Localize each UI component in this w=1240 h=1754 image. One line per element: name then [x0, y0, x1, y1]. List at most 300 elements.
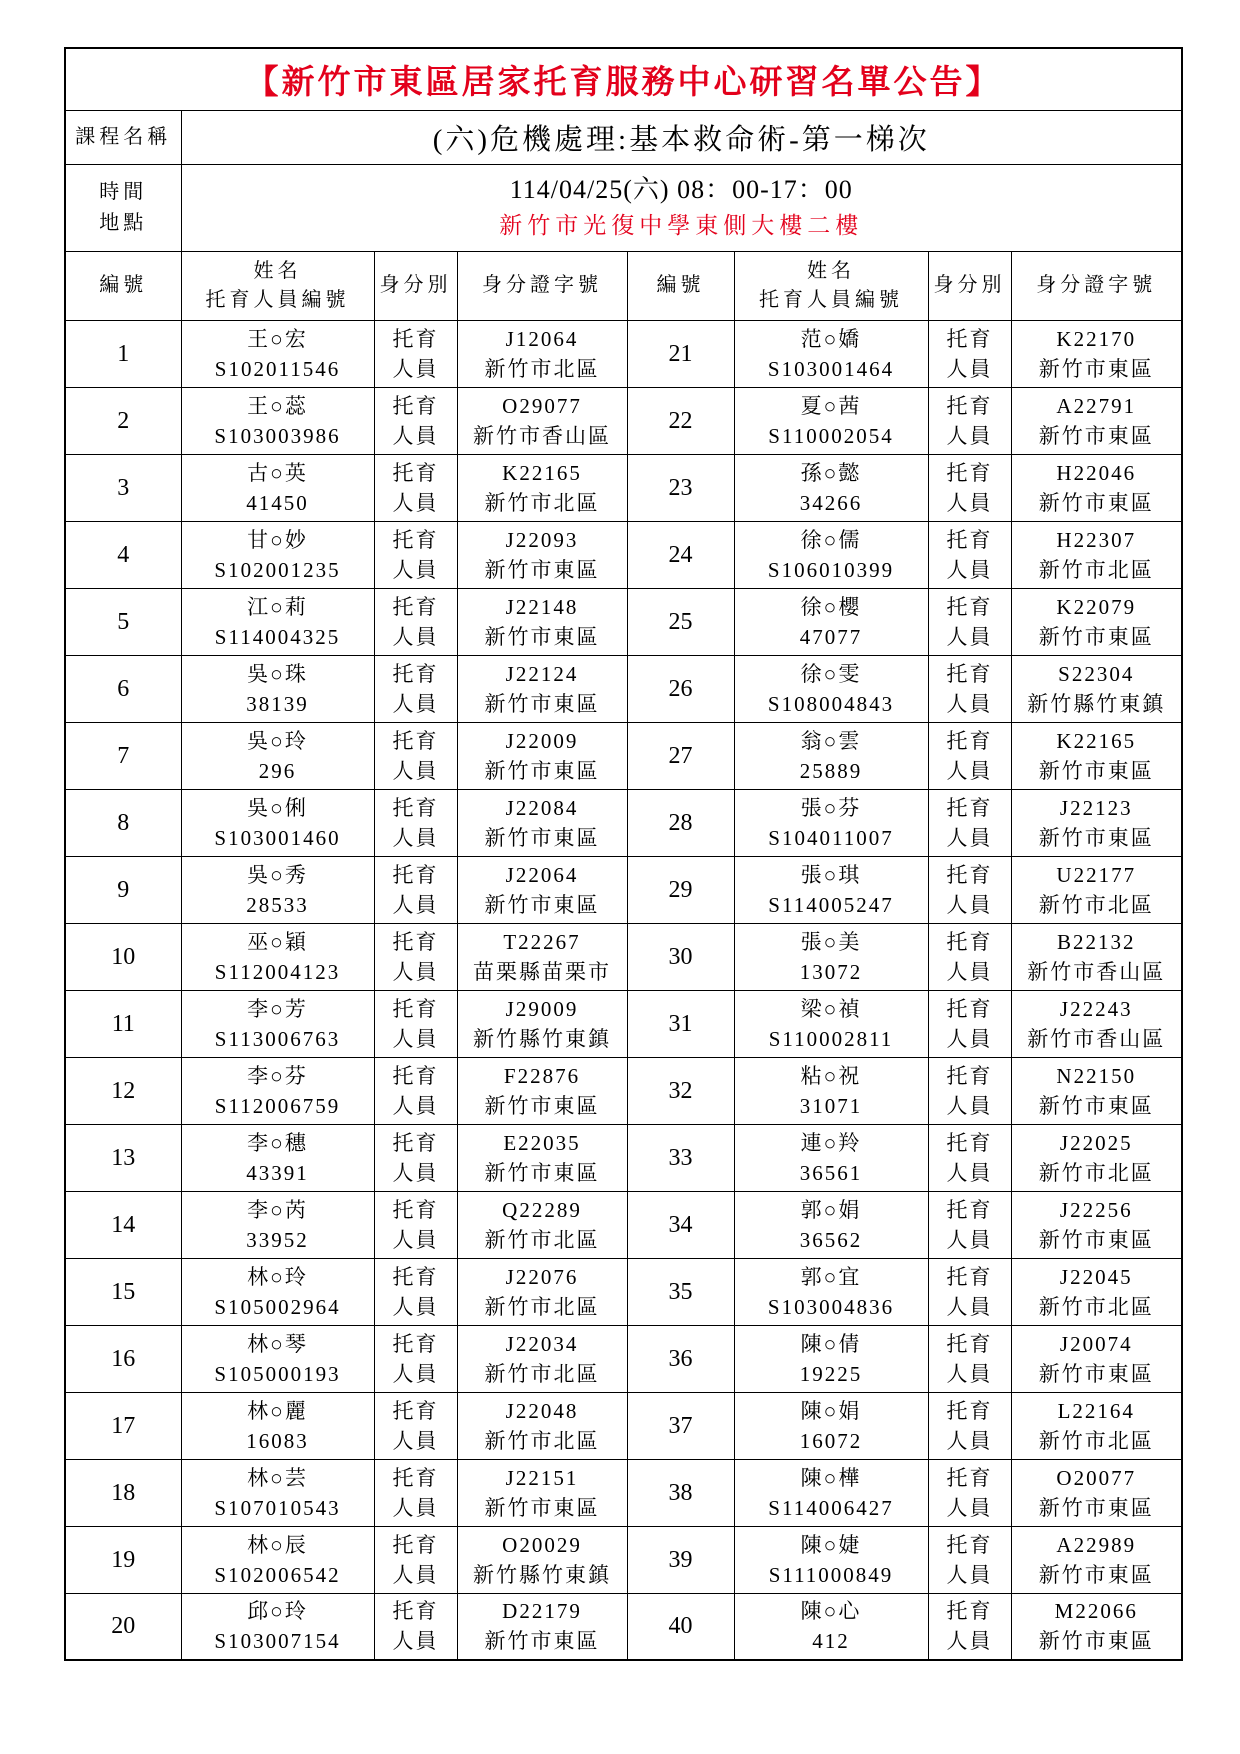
participant-name-cell [734, 454, 928, 521]
title-row [65, 48, 1182, 110]
role-line: 人員 [392, 1093, 439, 1118]
participant-name-cell [734, 320, 928, 387]
id-code: F22876 [503, 1063, 581, 1088]
participant-number: 9 [117, 876, 130, 903]
district: 新竹市東區 [484, 557, 600, 582]
district: 新竹市東區 [484, 758, 600, 783]
staff-number: S107010543 [214, 1495, 341, 1520]
participant-id-cell [1011, 588, 1182, 655]
table-row [65, 1459, 1182, 1526]
participant-id-cell [457, 1191, 627, 1258]
participant-name: 陳○娟 [800, 1398, 862, 1423]
participant-number: 19 [111, 1546, 136, 1573]
role-line: 托育 [392, 862, 439, 887]
district: 新竹市東區 [484, 1160, 600, 1185]
role-line: 托育 [946, 1264, 993, 1289]
participant-id-cell [457, 990, 627, 1057]
staff-number: 33952 [246, 1227, 309, 1252]
role-line: 人員 [392, 490, 439, 515]
participant-role-cell [928, 856, 1011, 923]
id-code: S22304 [1058, 661, 1135, 686]
participant-id-cell [1011, 521, 1182, 588]
participant-role-cell [928, 923, 1011, 990]
role-line: 托育 [392, 996, 439, 1021]
participant-name-cell [181, 1526, 374, 1593]
district: 新竹市東區 [1038, 356, 1154, 381]
district: 新竹市東區 [1038, 1093, 1154, 1118]
participant-name: 甘○妙 [247, 527, 308, 552]
role-line: 人員 [392, 892, 439, 917]
header-id: 身分證字號 [1011, 251, 1182, 320]
participant-number-cell [65, 521, 181, 588]
role-line: 人員 [946, 758, 993, 783]
header-name-line: 姓名 [807, 259, 855, 282]
participant-number-cell [65, 990, 181, 1057]
table-row [65, 990, 1182, 1057]
participant-name: 吳○俐 [247, 795, 308, 820]
id-code: Q22289 [502, 1197, 582, 1222]
staff-number: S103003986 [214, 423, 341, 448]
participant-role-cell [374, 722, 457, 789]
course-row [65, 110, 1182, 164]
participant-number-cell [65, 1191, 181, 1258]
role-line: 人員 [392, 1294, 439, 1319]
role-line: 托育 [946, 460, 993, 485]
participant-name: 吳○玲 [247, 728, 308, 753]
participant-number: 18 [111, 1479, 136, 1506]
participant-name-cell [734, 655, 928, 722]
staff-number: 31071 [799, 1093, 863, 1118]
participant-number-cell [627, 1258, 734, 1325]
participant-name-cell [734, 856, 928, 923]
staff-number: S110002054 [768, 423, 894, 448]
id-code: A22989 [1056, 1532, 1137, 1557]
participant-name-cell [181, 789, 374, 856]
role-line: 人員 [392, 1428, 439, 1453]
role-line: 托育 [392, 1130, 439, 1155]
participant-id-cell [457, 1258, 627, 1325]
district: 新竹市香山區 [473, 423, 611, 448]
participant-number-cell [65, 655, 181, 722]
participant-name: 李○芳 [247, 996, 308, 1021]
participant-role-cell [928, 1258, 1011, 1325]
district: 新竹縣竹東鎮 [473, 1562, 611, 1587]
id-code: J22123 [1059, 795, 1133, 820]
role-line: 人員 [392, 557, 439, 582]
staff-number: S110002811 [768, 1026, 894, 1051]
participant-number: 31 [668, 1010, 693, 1037]
role-line: 人員 [392, 423, 439, 448]
participant-role-cell [928, 1593, 1011, 1660]
id-code: J20074 [1059, 1331, 1133, 1356]
participant-role-cell [928, 521, 1011, 588]
id-code: J22243 [1059, 996, 1133, 1021]
participant-name: 古○英 [247, 460, 308, 485]
participant-number: 7 [117, 742, 130, 769]
role-line: 托育 [392, 1063, 439, 1088]
staff-number: S102011546 [214, 356, 341, 381]
participant-number-cell [627, 1459, 734, 1526]
id-code: O29077 [502, 393, 582, 418]
role-line: 人員 [946, 1093, 993, 1118]
role-line: 托育 [392, 795, 439, 820]
staff-number: 34266 [799, 490, 863, 515]
participant-name: 陳○倩 [800, 1331, 862, 1356]
participant-role-cell [374, 454, 457, 521]
participant-id-cell [1011, 1392, 1182, 1459]
participant-number: 8 [117, 809, 130, 836]
district: 新竹市東區 [1038, 1361, 1154, 1386]
staff-number: S114006427 [768, 1495, 894, 1520]
participant-name-cell [734, 1191, 928, 1258]
participant-number: 23 [668, 474, 693, 501]
role-line: 人員 [392, 959, 439, 984]
participant-role-cell [928, 722, 1011, 789]
participant-role-cell [928, 320, 1011, 387]
participant-role-cell [928, 1325, 1011, 1392]
participant-id-cell [1011, 1124, 1182, 1191]
participant-number-cell [627, 1124, 734, 1191]
participant-role-cell [374, 789, 457, 856]
participant-name-cell [734, 789, 928, 856]
participant-role-cell [374, 1191, 457, 1258]
participant-role-cell [374, 320, 457, 387]
participant-name: 翁○雲 [800, 728, 862, 753]
district: 新竹市東區 [484, 1093, 600, 1118]
role-line: 人員 [392, 691, 439, 716]
district: 新竹市東區 [1038, 1629, 1154, 1654]
role-line: 托育 [946, 1331, 993, 1356]
participant-number: 6 [117, 675, 130, 702]
id-code: L22164 [1057, 1398, 1135, 1423]
column-header-row [65, 251, 1182, 320]
role-line: 人員 [946, 1629, 993, 1654]
role-line: 托育 [392, 393, 439, 418]
district: 新竹市北區 [484, 356, 600, 381]
participant-role-cell [374, 387, 457, 454]
participant-number: 29 [668, 876, 693, 903]
role-line: 人員 [946, 1562, 993, 1587]
participant-name-cell [181, 1258, 374, 1325]
staff-number: 28533 [246, 892, 309, 917]
participant-id-cell [1011, 387, 1182, 454]
role-line: 托育 [946, 1532, 993, 1557]
participant-name: 林○芸 [247, 1465, 308, 1490]
participant-name-cell [734, 1057, 928, 1124]
participant-role-cell [374, 655, 457, 722]
staff-number: S103001464 [767, 356, 895, 381]
table-row [65, 1057, 1182, 1124]
id-code: J22256 [1059, 1197, 1133, 1222]
role-line: 人員 [946, 825, 993, 850]
participant-number: 13 [111, 1144, 136, 1171]
participant-name: 張○芬 [800, 795, 862, 820]
participant-id-cell [1011, 1593, 1182, 1660]
id-code: K22079 [1056, 594, 1137, 619]
participant-name: 李○穗 [247, 1130, 308, 1155]
participant-role-cell [928, 789, 1011, 856]
participant-name-cell [181, 1191, 374, 1258]
role-line: 托育 [946, 795, 993, 820]
role-line: 人員 [946, 691, 993, 716]
participant-number-cell [65, 1258, 181, 1325]
id-code: D22179 [502, 1599, 582, 1624]
table-row [65, 1258, 1182, 1325]
district: 新竹市東區 [484, 1495, 600, 1520]
district: 新竹市北區 [1038, 1294, 1154, 1319]
role-line: 托育 [946, 1465, 993, 1490]
id-code: J22064 [505, 862, 579, 887]
role-line: 托育 [946, 594, 993, 619]
table-row [65, 1325, 1182, 1392]
role-line: 人員 [946, 1428, 993, 1453]
participant-id-cell [1011, 655, 1182, 722]
participant-number: 25 [668, 608, 693, 635]
district: 新竹市東區 [1038, 624, 1154, 649]
participant-id-cell [457, 1593, 627, 1660]
staff-number: S114005247 [768, 892, 894, 917]
participant-name-cell [181, 856, 374, 923]
district: 新竹市東區 [1038, 423, 1154, 448]
staff-number: S102006542 [214, 1562, 341, 1587]
participant-number-cell [627, 655, 734, 722]
role-line: 人員 [392, 1160, 439, 1185]
participant-name: 王○宏 [247, 326, 308, 351]
id-code: J22009 [505, 728, 579, 753]
district: 新竹市東區 [1038, 758, 1154, 783]
role-line: 人員 [392, 624, 439, 649]
participant-number: 21 [668, 340, 693, 367]
staff-number: 47077 [799, 624, 863, 649]
participant-role-cell [928, 655, 1011, 722]
header-role: 身分別 [928, 251, 1011, 320]
participant-name: 孫○懿 [800, 460, 862, 485]
table-row [65, 923, 1182, 990]
participant-number-cell [65, 856, 181, 923]
table-row [65, 789, 1182, 856]
role-line: 托育 [392, 1197, 439, 1222]
participant-id-cell [457, 722, 627, 789]
participant-number-cell [65, 1593, 181, 1660]
participant-name: 林○琴 [247, 1331, 308, 1356]
participant-name: 李○芮 [247, 1197, 308, 1222]
participant-id-cell [1011, 1258, 1182, 1325]
staff-number: S105002964 [214, 1294, 341, 1319]
role-line: 人員 [392, 1495, 439, 1520]
role-line: 人員 [946, 557, 993, 582]
header-staff-number-line: 托育人員編號 [205, 288, 350, 311]
participant-id-cell [457, 1325, 627, 1392]
time-place-label [65, 164, 181, 251]
participant-name-cell [181, 521, 374, 588]
district: 新竹市東區 [1038, 1227, 1154, 1252]
participant-id-cell [457, 320, 627, 387]
participant-name-cell [181, 655, 374, 722]
participant-name-cell [734, 387, 928, 454]
participant-name-cell [734, 722, 928, 789]
participant-role-cell [374, 1057, 457, 1124]
participant-number-cell [627, 923, 734, 990]
course-name: (六)危機處理:基本救命術-第一梯次 [181, 110, 1182, 164]
staff-number: S105000193 [214, 1361, 341, 1386]
participant-number: 26 [668, 675, 693, 702]
district: 新竹市東區 [484, 1629, 600, 1654]
role-line: 托育 [946, 326, 993, 351]
id-code: A22791 [1056, 393, 1137, 418]
participant-number-cell [627, 521, 734, 588]
participant-id-cell [1011, 454, 1182, 521]
district: 新竹市北區 [1038, 1428, 1154, 1453]
participant-role-cell [374, 990, 457, 1057]
participant-name: 吳○珠 [247, 661, 308, 686]
session-time: 114/04/25(六) 08：00-17：00 [509, 174, 853, 204]
id-code: H22307 [1056, 527, 1137, 552]
participant-name-cell [734, 1258, 928, 1325]
role-line: 人員 [946, 959, 993, 984]
participant-name: 郭○宜 [800, 1264, 862, 1289]
participant-number-cell [65, 1124, 181, 1191]
participant-number: 16 [111, 1345, 136, 1372]
participant-id-cell [1011, 722, 1182, 789]
role-line: 托育 [392, 929, 439, 954]
role-line: 人員 [946, 892, 993, 917]
participant-name: 徐○櫻 [800, 594, 862, 619]
participant-name: 林○麗 [247, 1398, 308, 1423]
role-line: 托育 [946, 996, 993, 1021]
participant-role-cell [374, 1593, 457, 1660]
role-line: 人員 [946, 356, 993, 381]
participant-number-cell [65, 1459, 181, 1526]
table-row [65, 588, 1182, 655]
staff-number: S102001235 [214, 557, 341, 582]
role-line: 人員 [946, 490, 993, 515]
participant-role-cell [928, 454, 1011, 521]
participant-id-cell [457, 1124, 627, 1191]
id-code: J12064 [505, 326, 579, 351]
participant-role-cell [374, 1526, 457, 1593]
participant-name-cell [734, 1526, 928, 1593]
id-code: T22267 [503, 929, 581, 954]
header-name [181, 251, 374, 320]
participant-name-cell [181, 1593, 374, 1660]
id-code: E22035 [503, 1130, 581, 1155]
participant-role-cell [374, 588, 457, 655]
participant-number-cell [65, 588, 181, 655]
table-row [65, 1191, 1182, 1258]
participant-name: 張○美 [800, 929, 862, 954]
participant-name-cell [734, 1593, 928, 1660]
table-row [65, 1526, 1182, 1593]
role-line: 人員 [392, 758, 439, 783]
role-line: 人員 [392, 1026, 439, 1051]
participant-id-cell [1011, 789, 1182, 856]
participant-name: 陳○樺 [800, 1465, 862, 1490]
participant-name: 李○芬 [247, 1063, 308, 1088]
participant-number: 33 [668, 1144, 693, 1171]
role-line: 托育 [392, 1331, 439, 1356]
participant-name-cell [181, 1459, 374, 1526]
participant-id-cell [1011, 1191, 1182, 1258]
participant-role-cell [374, 856, 457, 923]
participant-number-cell [627, 789, 734, 856]
session-place: 新竹市光復中學東側大樓二樓 [499, 212, 864, 238]
participant-number: 2 [117, 407, 130, 434]
id-code: J22084 [505, 795, 579, 820]
table-row [65, 722, 1182, 789]
participant-name-cell [181, 1124, 374, 1191]
participant-role-cell [928, 387, 1011, 454]
participant-number: 28 [668, 809, 693, 836]
participant-number-cell [65, 387, 181, 454]
participant-role-cell [374, 1124, 457, 1191]
header-number: 編號 [627, 251, 734, 320]
participant-number: 24 [668, 541, 693, 568]
participant-id-cell [457, 1057, 627, 1124]
header-name [734, 251, 928, 320]
participant-name: 郭○娟 [800, 1197, 862, 1222]
role-line: 托育 [392, 1532, 439, 1557]
district: 新竹市東區 [484, 892, 600, 917]
staff-number: S103001460 [214, 825, 341, 850]
time-place-value [181, 164, 1182, 251]
participant-number: 34 [668, 1211, 693, 1238]
participant-name: 陳○心 [800, 1599, 862, 1624]
participant-name: 王○蕊 [247, 393, 308, 418]
district: 新竹市北區 [484, 1428, 600, 1453]
district: 新竹市東區 [1038, 825, 1154, 850]
participant-name: 巫○穎 [247, 929, 308, 954]
participant-id-cell [457, 521, 627, 588]
participant-id-cell [457, 454, 627, 521]
roster-table [64, 47, 1183, 1661]
staff-number: S112004123 [214, 959, 341, 984]
participant-name-cell [181, 1057, 374, 1124]
participant-name: 徐○儒 [800, 527, 862, 552]
participant-name-cell [181, 588, 374, 655]
participant-number-cell [65, 722, 181, 789]
district: 新竹縣竹東鎮 [473, 1026, 611, 1051]
participant-number-cell [627, 1392, 734, 1459]
role-line: 托育 [946, 1130, 993, 1155]
participant-number-cell [627, 320, 734, 387]
table-row [65, 320, 1182, 387]
participant-name: 林○玲 [247, 1264, 308, 1289]
id-code: K22165 [502, 460, 582, 485]
id-code: J22148 [505, 594, 579, 619]
participant-name-cell [181, 923, 374, 990]
staff-number: 43391 [246, 1160, 309, 1185]
announcement-title: 【新竹市東區居家托育服務中心研習名單公告】 [65, 48, 1182, 110]
table-row [65, 1392, 1182, 1459]
participant-name: 邱○玲 [247, 1599, 308, 1624]
participant-id-cell [1011, 1526, 1182, 1593]
participant-number-cell [65, 1057, 181, 1124]
table-row [65, 856, 1182, 923]
role-line: 托育 [946, 728, 993, 753]
staff-number: 36562 [799, 1227, 863, 1252]
staff-number: S112006759 [214, 1093, 341, 1118]
staff-number: S114004325 [214, 624, 341, 649]
id-code: J22048 [505, 1398, 579, 1423]
participant-name: 江○莉 [247, 594, 308, 619]
participant-number: 12 [111, 1077, 136, 1104]
participant-name-cell [181, 320, 374, 387]
district: 新竹市北區 [484, 1294, 600, 1319]
participant-number: 4 [117, 541, 130, 568]
district: 新竹市東區 [484, 825, 600, 850]
participant-name: 范○嬌 [800, 326, 862, 351]
participant-number-cell [627, 1191, 734, 1258]
